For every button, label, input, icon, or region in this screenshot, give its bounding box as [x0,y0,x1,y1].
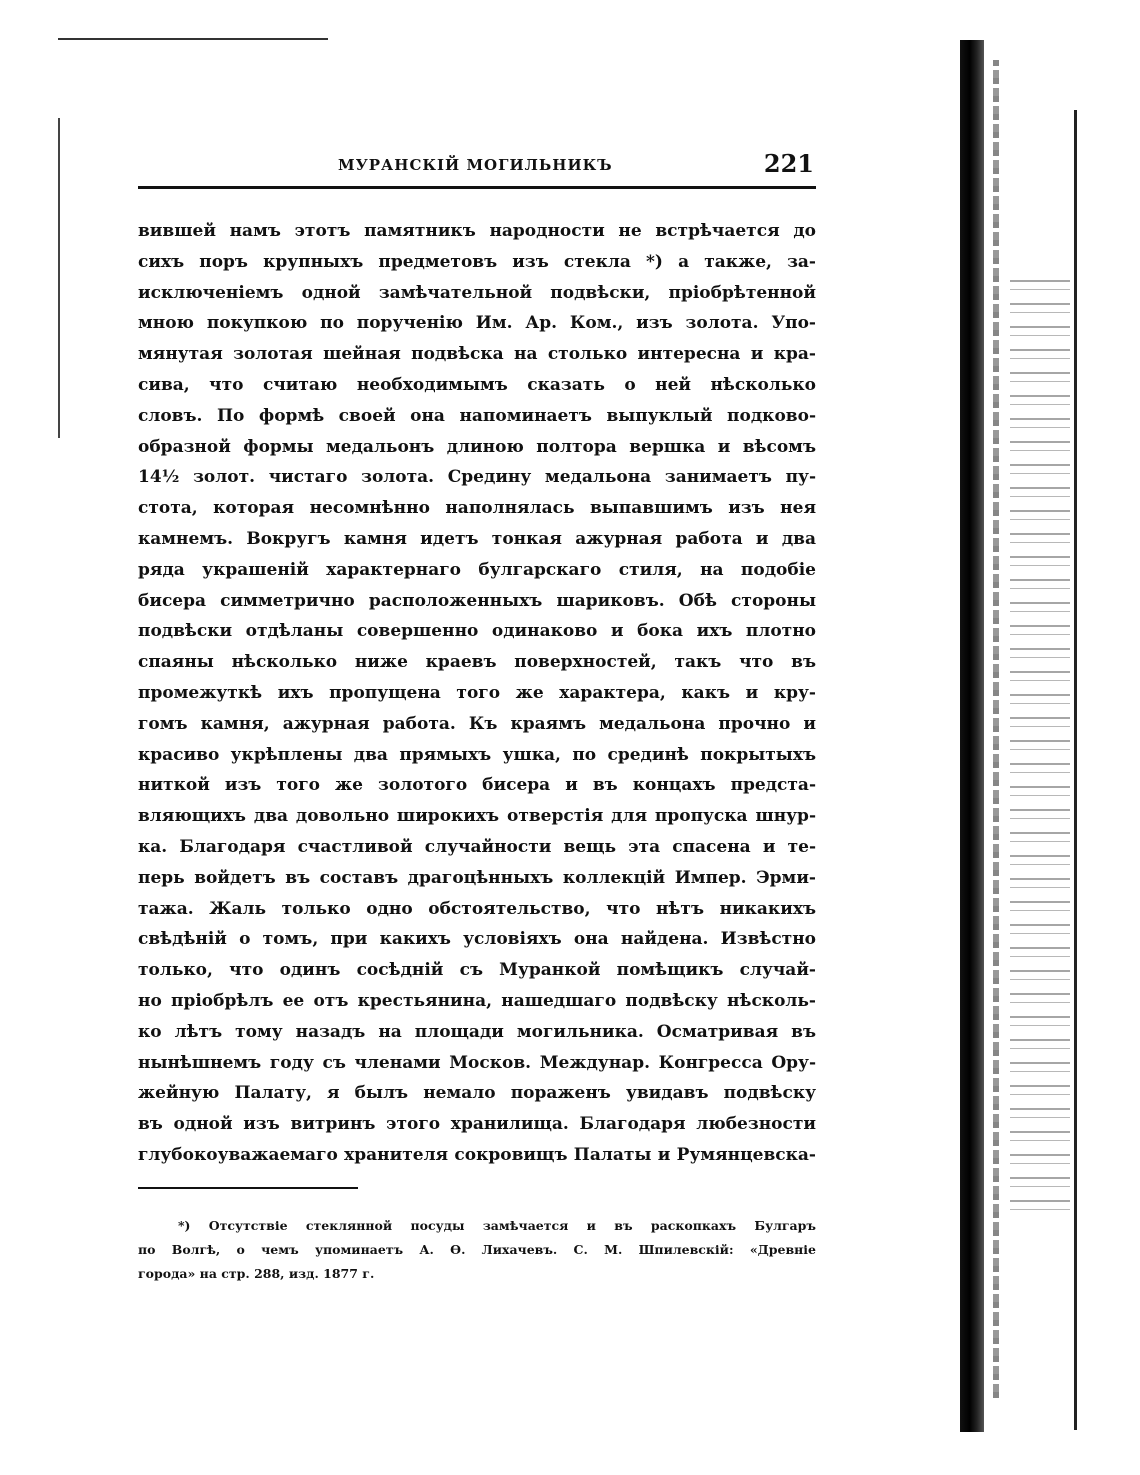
scan-artifact-top-line [58,38,328,40]
text-line: красиво укрѣплены два прямыхъ ушка, по срединѣ покрытыхъ [138,744,816,765]
footnote-line: города» на стр. 288, изд. 1877 г. [138,1266,375,1281]
page-edge-line [1074,110,1077,1430]
text-line: свѣдѣній о томъ, при какихъ условіяхъ она найдена. Извѣстно [138,929,816,950]
footnote-line: по Волгѣ, о чемъ упоминаетъ А. Ѳ. Лихачевъ. С. М. Шпилевскій: «Древніе [138,1242,816,1257]
text-line: спаяны нѣсколько ниже краевъ поверхностей, такъ что въ [138,652,816,673]
text-line: гомъ камня, ажурная работа. Къ краямъ медальона прочно и [138,713,816,734]
scan-noise [1010,280,1070,1220]
text-line: стота, которая несомнѣнно наполнялась выпавшимъ изъ нея [138,498,816,519]
text-line: подвѣски отдѣланы совершенно одинаково и бока ихъ плотно [138,621,816,642]
text-line: 14½ золот. чистаго золота. Средину медальона занимаетъ пу- [138,467,816,488]
text-line: тажа. Жаль только одно обстоятельство, что нѣтъ никакихъ [138,898,816,919]
text-line: ряда украшеній характернаго булгарскаго стиля, на подобіе [138,559,816,580]
running-title: МУРАНСКІЙ МОГИЛЬНИКЪ [338,156,613,174]
text-line: бисера симметрично расположенныхъ шариковъ. Обѣ стороны [138,590,816,611]
text-line: въ одной изъ витринъ этого хранилища. Благодаря любезности [138,1114,816,1135]
text-line: вляющихъ два довольно широкихъ отверстія для пропуска шнур- [138,806,816,827]
text-line: перь войдетъ въ составъ драгоцѣнныхъ коллекцій Импер. Эрми- [138,867,816,888]
text-line: ко лѣтъ тому назадъ на площади могильника. Осматривая въ [138,1021,816,1042]
text-line: сихъ поръ крупныхъ предметовъ изъ стекла *) а также, за- [138,251,816,272]
book-spine-shadow [960,40,984,1432]
running-head [138,149,816,180]
text-line: нынѣшнемъ году съ членами Москов. Междунар. Конгресса Ору- [138,1052,816,1073]
text-line: мянутая золотая шейная подвѣска на столько интересна и кра- [138,344,816,365]
text-line: ниткой изъ того же золотого бисера и въ концахъ предста- [138,775,816,796]
text-line: жейную Палату, я былъ немало пораженъ увидавъ подвѣску [138,1083,816,1104]
text-line: образной формы медальонъ длиною полтора вершка и вѣсомъ [138,436,816,457]
text-line: исключеніемъ одной замѣчательной подвѣски, пріобрѣтенной [138,282,816,303]
text-line: но пріобрѣлъ ее отъ крестьянина, нашедшаго подвѣску нѣсколь- [138,990,816,1011]
scan-artifact-left-margin-line [58,118,60,438]
book-spine-edge [993,60,999,1400]
footnote-line: *) Отсутствіе стеклянной посуды замѣчается и въ раскопкахъ Булгаръ [178,1218,816,1233]
text-line: глубокоуважаемаго хранителя сокровищъ Палаты и Румянцевска- [138,1144,816,1165]
header-rule [138,186,816,189]
footnote [138,1214,816,1286]
page-number: 221 [763,149,814,178]
text-line: вившей намъ этотъ памятникъ народности не встрѣчается до [138,221,816,241]
footnote-rule [138,1187,358,1189]
text-line: промежуткѣ ихъ пропущена того же характера, какъ и кру- [138,682,816,703]
text-line: мною покупкою по порученію Им. Ар. Ком., изъ золота. Упо- [138,313,816,334]
text-line: сива, что считаю необходимымъ сказать о ней нѣсколько [138,374,816,395]
text-line: словъ. По формѣ своей она напоминаетъ выпуклый подково- [138,405,816,426]
body-text [138,216,816,1171]
text-line: только, что одинъ сосѣдній съ Муранкой помѣщикъ случай- [138,960,816,981]
text-line: камнемъ. Вокругъ камня идетъ тонкая ажурная работа и два [138,528,816,549]
text-line: ка. Благодаря счастливой случайности вещь эта спасена и те- [138,836,816,857]
